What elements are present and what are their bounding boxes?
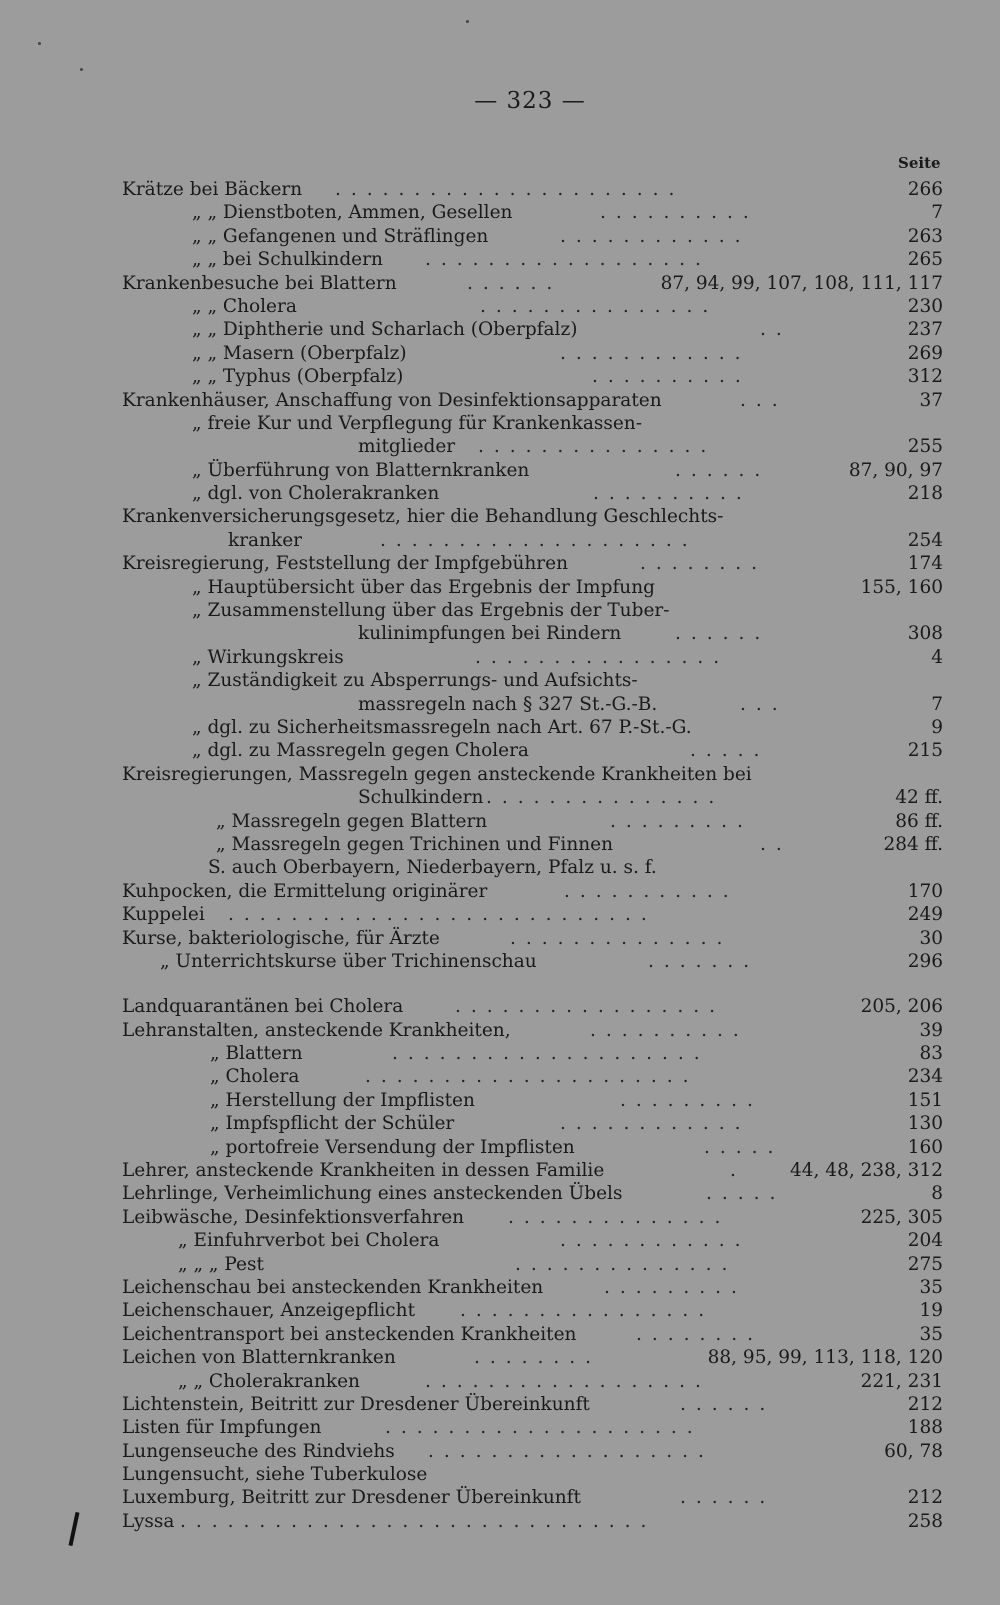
entry-page-ref: 258	[907, 1510, 943, 1532]
entry-page-ref: 221, 231	[860, 1370, 943, 1392]
index-entry	[0, 622, 1000, 645]
entry-page-ref: 42 ff.	[895, 787, 943, 809]
index-entry	[0, 903, 1000, 926]
dot-leader: ..	[760, 833, 792, 855]
entry-text: „ dgl. von Cholerakranken	[192, 483, 440, 505]
index-entry	[0, 1276, 1000, 1299]
entry-text: Kurse, bakteriologische, für Ärzte	[122, 927, 440, 949]
dot-leader: ....................	[392, 1043, 710, 1065]
dot-leader: .........	[604, 1276, 747, 1298]
index-entry	[0, 1089, 1000, 1112]
dot-leader: ......................	[335, 179, 685, 200]
entry-page-ref: 230	[907, 295, 943, 317]
entry-page-ref: 35	[919, 1323, 943, 1345]
entry-text: „ Unterrichtskurse über Trichinenschau	[160, 950, 537, 972]
entry-text: „ freie Kur und Verpflegung für Krankenkassen-	[192, 412, 642, 434]
entry-text: „ „ Masern (Oberpfalz)	[192, 342, 407, 364]
entry-text: „ Blattern	[210, 1043, 303, 1065]
index-entry	[0, 1182, 1000, 1205]
entry-text: Lyssa	[122, 1510, 175, 1532]
entry-page-ref: 8	[931, 1183, 943, 1205]
dot-leader: ......	[675, 459, 771, 481]
index-entry	[0, 459, 1000, 482]
index-entry	[0, 599, 1000, 622]
entry-text: „ Zusammenstellung über das Ergebnis der Tuber-	[192, 600, 670, 622]
index-entry	[0, 1159, 1000, 1182]
dot-leader: ........	[636, 1323, 764, 1345]
entry-text: Leichentransport bei ansteckenden Krankheiten	[122, 1323, 577, 1345]
entry-text: Schulkindern	[358, 787, 484, 809]
entry-text: „ Cholera	[210, 1066, 300, 1088]
dot-leader: ..................	[428, 1440, 714, 1462]
entry-page-ref: 44, 48, 238, 312	[790, 1160, 943, 1182]
entry-text: „ Überführung von Blatternkranken	[192, 459, 530, 481]
dot-leader: ...............	[478, 436, 717, 458]
dot-leader: .	[730, 1160, 746, 1182]
index-entry	[0, 716, 1000, 739]
entry-text: Lehrer, ansteckende Krankheiten in dessen Familie	[122, 1160, 605, 1182]
dot-leader: ......	[675, 623, 771, 645]
index-entry	[0, 529, 1000, 552]
entry-text: Listen für Impfungen	[122, 1417, 322, 1439]
index-entry	[0, 412, 1000, 435]
entry-page-ref: 87, 94, 99, 107, 108, 111, 117	[660, 272, 943, 294]
entry-text: Lehranstalten, ansteckende Krankheiten,	[122, 1019, 511, 1041]
index-entries	[0, 178, 1000, 1533]
index-entry	[0, 482, 1000, 505]
entry-page-ref: 160	[907, 1136, 943, 1158]
dot-leader: ..	[760, 319, 792, 341]
dot-leader: ................	[460, 1300, 715, 1322]
entry-text: Kuppelei	[122, 904, 205, 926]
dot-leader: ......	[680, 1393, 776, 1415]
entry-page-ref: 35	[919, 1276, 943, 1298]
entry-text: Leichenschauer, Anzeigepflicht	[122, 1300, 416, 1322]
entry-page-ref: 308	[907, 623, 943, 645]
entry-page-ref: 284 ff.	[883, 833, 943, 855]
dot-leader: .........	[620, 1089, 763, 1111]
entry-page-ref: 4	[931, 646, 943, 668]
index-entry	[0, 1253, 1000, 1276]
dot-leader: ............	[560, 225, 751, 247]
dot-leader: ..............	[515, 1253, 738, 1275]
entry-text: „ „ Cholerakranken	[178, 1370, 360, 1392]
index-entry	[0, 693, 1000, 716]
dot-leader: .......	[648, 950, 760, 972]
entry-text: Landquarantänen bei Cholera	[122, 996, 404, 1018]
dot-leader: ...	[740, 389, 788, 411]
dot-leader: .....	[706, 1183, 786, 1205]
index-entry	[0, 1206, 1000, 1229]
entry-page-ref: 7	[931, 202, 943, 224]
index-entry	[0, 1416, 1000, 1439]
index-entry	[0, 1510, 1000, 1533]
dot-leader: .................	[455, 996, 725, 1018]
dot-leader: ..............................	[180, 1510, 657, 1532]
index-entry	[0, 1299, 1000, 1322]
entry-page-ref: 170	[907, 880, 943, 902]
entry-page-ref: 39	[919, 1019, 943, 1041]
index-entry	[0, 646, 1000, 669]
dot-leader: .....	[704, 1136, 784, 1158]
entry-text: Leibwäsche, Desinfektionsverfahren	[122, 1206, 465, 1228]
entry-text: Leichen von Blatternkranken	[122, 1347, 396, 1369]
dot-leader: ............	[560, 1230, 751, 1252]
dot-leader: ............	[560, 342, 751, 364]
dot-leader: ....................	[380, 529, 698, 551]
dot-leader: ..................	[425, 249, 711, 271]
entry-text: „ dgl. zu Sicherheitsmassregeln nach Art. 67 P.-St.-G.	[192, 716, 692, 738]
dot-leader: ..........	[593, 483, 752, 505]
entry-text: „ Hauptübersicht über das Ergebnis der Impfung	[192, 576, 655, 598]
entry-text: kulinimpfungen bei Rindern	[358, 623, 622, 645]
index-entry	[0, 880, 1000, 903]
entry-page-ref: 237	[907, 319, 943, 341]
index-entry	[0, 810, 1000, 833]
dot-leader: .........	[610, 810, 753, 832]
entry-text: „ „ Diphtherie und Scharlach (Oberpfalz)	[192, 319, 578, 341]
index-entry	[0, 763, 1000, 786]
dot-leader: ...........................	[228, 904, 657, 926]
index-entry	[0, 1486, 1000, 1509]
index-entry	[0, 248, 1000, 271]
entry-page-ref: 296	[907, 950, 943, 972]
entry-text: Krankenhäuser, Anschaffung von Desinfektionsapparaten	[122, 389, 662, 411]
entry-page-ref: 151	[907, 1089, 943, 1111]
dot-leader: ...............	[480, 295, 719, 317]
entry-text: Kuhpocken, die Ermittelung originärer	[122, 880, 488, 902]
dot-leader: ...............	[486, 787, 725, 809]
index-entry	[0, 505, 1000, 528]
index-entry	[0, 995, 1000, 1018]
dot-leader: ........	[640, 553, 768, 575]
index-entry	[0, 178, 1000, 201]
entry-page-ref: 130	[907, 1113, 943, 1135]
entry-page-ref: 265	[907, 249, 943, 271]
entry-page-ref: 234	[907, 1066, 943, 1088]
index-entry	[0, 669, 1000, 692]
entry-text: „ Herstellung der Impflisten	[210, 1089, 475, 1111]
index-entry	[0, 1393, 1000, 1416]
entry-text: Kreisregierung, Feststellung der Impfgebühren	[122, 553, 568, 575]
page-number: — 323 —	[474, 88, 586, 114]
index-entry	[0, 1370, 1000, 1393]
entry-page-ref: 312	[907, 366, 943, 388]
index-entry	[0, 576, 1000, 599]
entry-text: „ „ bei Schulkindern	[192, 249, 383, 271]
dot-leader: ..........	[600, 202, 759, 224]
entry-text: massregeln nach § 327 St.-G.-B.	[358, 693, 658, 715]
index-entry	[0, 1463, 1000, 1486]
dot-leader: ..........	[590, 1019, 749, 1041]
entry-page-ref: 275	[907, 1253, 943, 1275]
entry-page-ref: 83	[919, 1043, 943, 1065]
entry-page-ref: 218	[907, 483, 943, 505]
entry-page-ref: 7	[931, 693, 943, 715]
scan-speck	[80, 68, 83, 71]
scan-speck	[38, 42, 41, 45]
entry-text: Kreisregierungen, Massregeln gegen ansteckende Krankheiten bei	[122, 763, 752, 785]
index-entry	[0, 833, 1000, 856]
index-entry	[0, 950, 1000, 973]
entry-text: „ dgl. zu Massregeln gegen Cholera	[192, 740, 529, 762]
entry-page-ref: 269	[907, 342, 943, 364]
dot-leader: .....	[690, 740, 770, 762]
entry-text: „ portofreie Versendung der Impflisten	[210, 1136, 575, 1158]
dot-leader: ...	[740, 693, 788, 715]
entry-page-ref: 30	[919, 927, 943, 949]
index-entry	[0, 1019, 1000, 1042]
entry-text: Krätze bei Bäckern	[122, 179, 303, 200]
index-entry	[0, 295, 1000, 318]
entry-page-ref: 87, 90, 97	[848, 459, 943, 481]
index-entry	[0, 552, 1000, 575]
dot-leader: ....................	[385, 1417, 703, 1439]
index-entry	[0, 1229, 1000, 1252]
dot-leader: ............	[560, 1113, 751, 1135]
entry-text: Lungensucht, siehe Tuberkulose	[122, 1464, 428, 1486]
entry-page-ref: 255	[907, 436, 943, 458]
dot-leader: ..................	[425, 1370, 711, 1392]
index-entry	[0, 1042, 1000, 1065]
entry-text: Krankenbesuche bei Blattern	[122, 272, 397, 294]
entry-page-ref: 215	[907, 740, 943, 762]
entry-text: mitglieder	[358, 436, 456, 458]
entry-text: „ Zuständigkeit zu Absperrungs- und Aufsichts-	[192, 670, 638, 692]
entry-page-ref: 204	[907, 1230, 943, 1252]
entry-page-ref: 212	[907, 1487, 943, 1509]
index-entry	[0, 786, 1000, 809]
dot-leader: .....................	[365, 1066, 699, 1088]
entry-text: „ „ Gefangenen und Sträflingen	[192, 225, 489, 247]
entry-page-ref: 37	[919, 389, 943, 411]
dot-leader: ........	[474, 1347, 602, 1369]
entry-text: Leichenschau bei ansteckenden Krankheiten	[122, 1276, 544, 1298]
entry-text: kranker	[228, 529, 302, 551]
entry-text: „ Einfuhrverbot bei Cholera	[178, 1230, 440, 1252]
dot-leader: ..........	[592, 366, 751, 388]
index-entry	[0, 927, 1000, 950]
entry-text: „ Massregeln gegen Blattern	[216, 810, 488, 832]
entry-page-ref: 266	[907, 179, 943, 200]
entry-page-ref: 174	[907, 553, 943, 575]
index-entry	[0, 342, 1000, 365]
seite-column-header: Seite	[898, 154, 941, 172]
index-entry	[0, 435, 1000, 458]
entry-page-ref: 19	[919, 1300, 943, 1322]
entry-page-ref: 60, 78	[884, 1440, 943, 1462]
entry-text: Krankenversicherungsgesetz, hier die Behandlung Geschlechts-	[122, 506, 724, 528]
index-entry	[0, 856, 1000, 879]
entry-text: „ Massregeln gegen Trichinen und Finnen	[216, 833, 614, 855]
entry-page-ref: 254	[907, 529, 943, 551]
entry-page-ref: 205, 206	[860, 996, 943, 1018]
entry-page-ref: 188	[907, 1417, 943, 1439]
index-entry	[0, 1440, 1000, 1463]
entry-text: Luxemburg, Beitritt zur Dresdener Übereinkunft	[122, 1487, 581, 1509]
index-entry	[0, 272, 1000, 295]
entry-text: „ „ Typhus (Oberpfalz)	[192, 366, 404, 388]
entry-page-ref: 86 ff.	[895, 810, 943, 832]
entry-page-ref: 212	[907, 1393, 943, 1415]
dot-leader: ..............	[510, 927, 733, 949]
index-entry	[0, 1112, 1000, 1135]
entry-text: „ „ Cholera	[192, 295, 297, 317]
dot-leader: ......	[467, 272, 563, 294]
entry-text: „ „ „ Pest	[178, 1253, 264, 1275]
index-entry	[0, 1136, 1000, 1159]
entry-text: Lungenseuche des Rindviehs	[122, 1440, 395, 1462]
index-entry	[0, 1323, 1000, 1346]
index-entry	[0, 365, 1000, 388]
dot-leader: ......	[680, 1487, 776, 1509]
index-entry	[0, 201, 1000, 224]
entry-page-ref: 225, 305	[860, 1206, 943, 1228]
entry-page-ref: 155, 160	[860, 576, 943, 598]
dot-leader: ................	[475, 646, 730, 668]
index-entry	[0, 318, 1000, 341]
entry-page-ref: 249	[907, 904, 943, 926]
index-entry	[0, 225, 1000, 248]
index-entry	[0, 1065, 1000, 1088]
scan-speck	[466, 20, 469, 23]
index-entry	[0, 389, 1000, 412]
entry-page-ref: 88, 95, 99, 113, 118, 120	[707, 1347, 943, 1369]
index-entry	[0, 739, 1000, 762]
entry-page-ref: 9	[931, 716, 943, 738]
index-entry	[0, 1346, 1000, 1369]
entry-text: Lehrlinge, Verheimlichung eines ansteckenden Übels	[122, 1183, 623, 1205]
dot-leader: ..............	[508, 1206, 731, 1228]
entry-text: „ Wirkungskreis	[192, 646, 344, 668]
entry-text: „ Impfspflicht der Schüler	[210, 1113, 455, 1135]
dot-leader: ...........	[564, 880, 739, 902]
entry-text: S. auch Oberbayern, Niederbayern, Pfalz u. s. f.	[208, 857, 657, 879]
entry-text: „ „ Dienstboten, Ammen, Gesellen	[192, 202, 513, 224]
entry-text: Lichtenstein, Beitritt zur Dresdener Übereinkunft	[122, 1393, 590, 1415]
entry-page-ref: 263	[907, 225, 943, 247]
